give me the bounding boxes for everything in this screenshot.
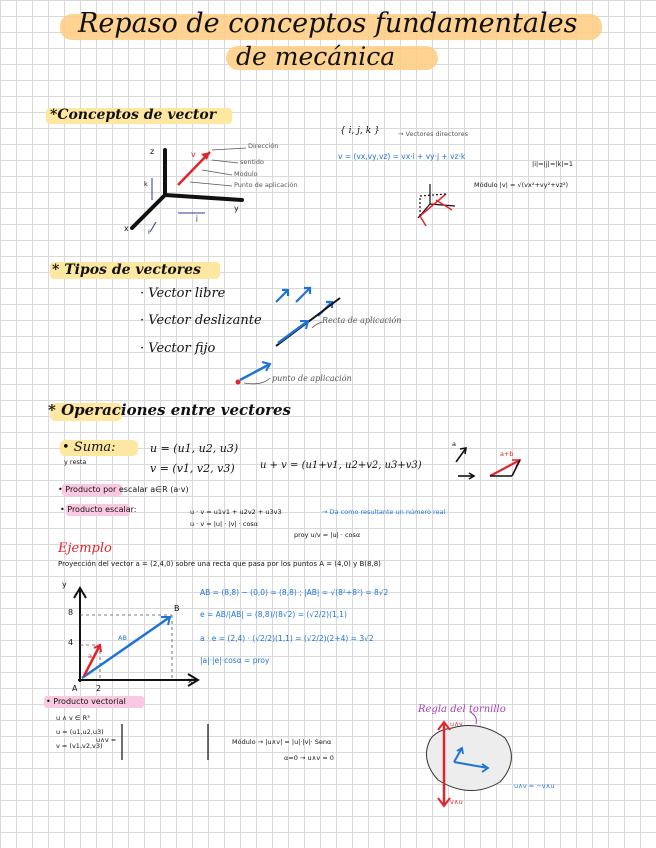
example-statement: Proyección del vector a = (2,4,0) sobre una recta que pasa por los puntos A = (4,0) y B(8,8) [58,560,381,568]
unit-vector-set-note: → Vectores directores [398,130,469,138]
producto-escalar-formula-2: u · v = |u| · |v| · cosα [190,520,259,528]
resta-label: y resta [64,458,87,466]
label-modulo: Modulo [234,170,258,178]
unit-norms: |i|=|j|=|k|=1 [532,160,573,168]
graph-a-label: a [88,652,92,660]
label-direccion: Dirección [248,142,279,150]
type-fixed: · Vector fijo [140,341,216,356]
graph-AB-label: AB [118,634,127,642]
screw-rule-diagram [426,712,511,806]
label-recta-aplicacion: Recta de aplicación [322,316,402,325]
section-types-heading: * Tipos de vectores [52,262,201,278]
example-line-4: |a|·|e|·cosα = proy [200,656,270,665]
producto-escalar-formula-1: u · v = u1v1 + u2v2 + u3v3 [190,508,282,516]
fixed-vector [236,362,271,385]
sum-result: u + v = (u1+v1, u2+v2, u3+v3) [260,460,422,471]
sum-diag-ab: a+b [500,450,514,458]
example-line-2: e = AB/|AB| = (8,8)/(8√2) = (√2/2)(1,1) [200,610,347,619]
sum-diagram-2 [490,460,520,476]
graph-tick-2: 2 [96,684,102,693]
u-definition: u = (u1, u2, u3) [150,442,239,455]
graph-point-B: B [174,604,180,613]
type-free: · Vector libre [140,286,226,301]
example-heading: Ejemplo [58,541,112,556]
vector-components: v = (vx,vy,vz) = vx·i + vy·j + vz·k [338,152,466,161]
small-3d-diagram [418,184,455,226]
free-vectors [276,288,332,316]
label-vec-v: v [191,150,196,159]
example-graph [74,588,198,686]
example-line-3: a · e = (2,4) · (√2/2)(1,1) = (√2/2)(2+4) = 3√2 [200,634,374,643]
screw-vxu: v∧u [450,798,463,806]
label-i: i [148,228,150,236]
label-punto: Punto de aplicación [234,181,298,189]
sum-diagram-1 [456,448,474,479]
screw-uxv: u∧v [450,720,463,728]
pv-u-def: u = (u1,u2,u3) [56,728,104,736]
graph-tick-8: 8 [68,608,74,617]
anticommutative-law: u∧v = −v∧u [514,782,555,790]
screw-rule-title: Regla del tornillo [418,704,506,715]
pv-v-def: v = (v1,v2,v3) [56,742,103,750]
producto-escalar-label: • Producto escalar: [60,505,137,514]
producto-escalar-note: → Da como resultante un número real [322,508,446,516]
pv-line-1: u ∧ v ∈ R³ [56,714,90,722]
section-operations-heading: * Operaciones entre vectores [48,401,292,419]
producto-vectorial-heading: • Producto vectorial [46,697,126,706]
proyeccion-formula: proy u/v = |u| · cosα [294,531,361,539]
label-sentido: sentido [240,158,264,166]
unit-vectors-3d [150,178,205,232]
label-j: j [196,214,198,222]
type-sliding: · Vector deslizante [140,313,262,328]
label-x: x [124,224,129,233]
graph-x-label: x [188,676,193,685]
graph-tick-4: 4 [68,638,74,647]
label-punto-aplicacion: punto de aplicación [272,374,352,383]
suma-label: • Suma: [62,440,116,455]
label-y: y [234,204,239,213]
pv-modulo: Módulo → |u∧v| = |u|·|v|· Senα [232,738,332,746]
graph-y-label: y [62,580,67,589]
title-line-2: de mecánica [236,42,396,71]
producto-por-escalar: • Producto por escalar a∈R (a·v) [58,485,189,494]
pv-determinant-label: u∧v = [96,736,117,744]
title-line-1: Repaso de conceptos fundamentales [78,8,578,39]
sum-diag-a: a [452,440,456,448]
determinant [122,724,208,760]
example-line-1: AB = (8,8) − (0,0) = (8,8) ; |AB| = √(8²+8²) = 8√2 [200,588,389,597]
graph-point-A: A [72,684,78,693]
unit-vector-set: { i, j, k } [340,126,380,136]
module-formula: Módulo |v| = √(vx²+vy²+vz²) [474,181,569,189]
v-definition: v = (v1, v2, v3) [150,462,235,475]
pv-cases: α=0 → u∧v = 0 [284,754,334,762]
section-concepts-heading: *Conceptos de vector [50,107,217,123]
label-z: z [150,147,155,156]
label-k: k [144,180,148,188]
